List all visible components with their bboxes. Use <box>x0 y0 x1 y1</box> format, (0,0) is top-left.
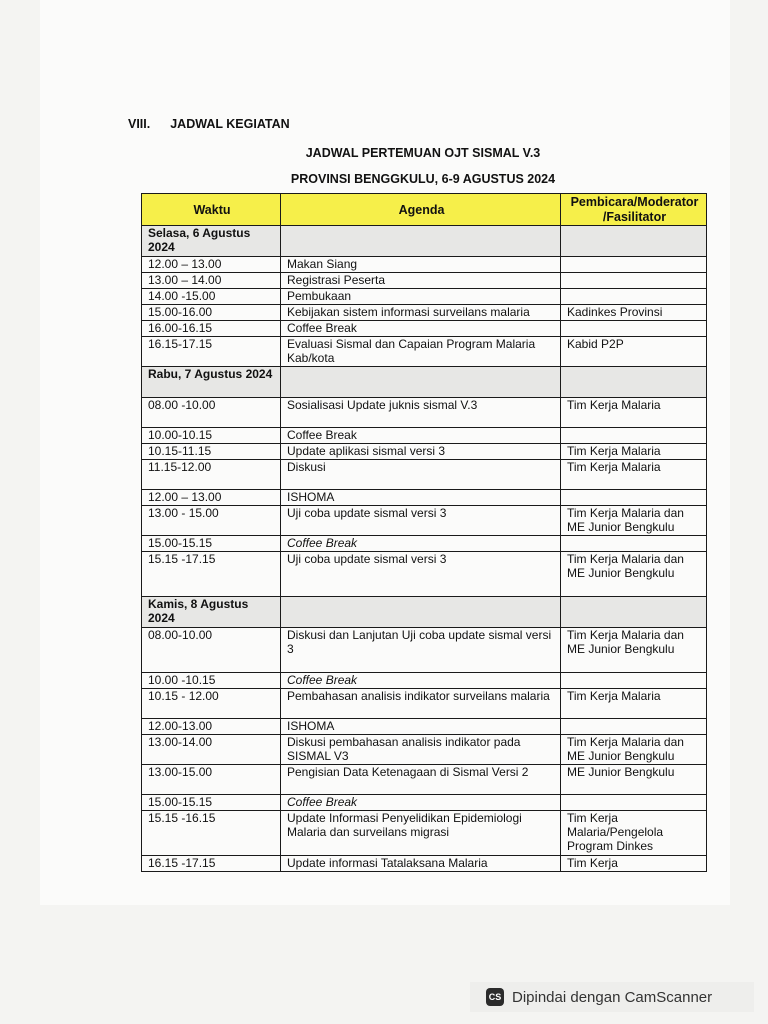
agenda-cell: Coffee Break <box>281 536 561 552</box>
pembicara-cell: Kabid P2P <box>561 337 707 367</box>
pembicara-cell: Tim Kerja Malaria dan ME Junior Bengkulu <box>561 506 707 536</box>
table-row <box>142 428 707 444</box>
waktu-cell: 15.00-15.15 <box>142 795 281 811</box>
waktu-cell: 16.15 -17.15 <box>142 856 281 872</box>
agenda-cell: Diskusi <box>281 460 561 490</box>
agenda-cell: Update Informasi Penyelidikan Epidemiologi Malaria dan surveilans migrasi <box>281 811 561 856</box>
pembicara-cell <box>561 428 707 444</box>
agenda-cell: Pembahasan analisis indikator surveilans malaria <box>281 689 561 719</box>
waktu-cell: 16.15-17.15 <box>142 337 281 367</box>
pembicara-cell: Tim Kerja Malaria dan ME Junior Bengkulu <box>561 735 707 765</box>
table-row <box>142 257 707 273</box>
table-row <box>142 490 707 506</box>
pembicara-cell <box>561 289 707 305</box>
table-row <box>142 460 707 490</box>
waktu-cell: 08.00-10.00 <box>142 628 281 673</box>
section-number: VIII. <box>128 117 151 131</box>
agenda-cell: Pengisian Data Ketenagaan di Sismal Versi 2 <box>281 765 561 795</box>
agenda-cell: Sosialisasi Update juknis sismal V.3 <box>281 398 561 428</box>
agenda-cell: ISHOMA <box>281 490 561 506</box>
schedule-subtitle: PROVINSI BENGGKULU, 6-9 AGUSTUS 2024 <box>290 172 556 186</box>
camscanner-icon: CS <box>486 988 504 1006</box>
waktu-cell: 13.00 - 15.00 <box>142 506 281 536</box>
agenda-cell: Coffee Break <box>281 428 561 444</box>
pembicara-cell: Tim Kerja Malaria <box>561 460 707 490</box>
pembicara-cell: ME Junior Bengkulu <box>561 765 707 795</box>
table-header-row <box>142 194 707 226</box>
waktu-cell: 16.00-16.15 <box>142 321 281 337</box>
pembicara-cell <box>561 536 707 552</box>
pembicara-cell <box>561 226 707 257</box>
table-row <box>142 506 707 536</box>
waktu-cell: 14.00 -15.00 <box>142 289 281 305</box>
schedule-table <box>141 193 707 872</box>
waktu-cell: 15.15 -16.15 <box>142 811 281 856</box>
day-header-row <box>142 226 707 257</box>
waktu-cell: 10.15 - 12.00 <box>142 689 281 719</box>
table-row <box>142 795 707 811</box>
agenda-cell: Evaluasi Sismal dan Capaian Program Malaria Kab/kota <box>281 337 561 367</box>
agenda-cell: Registrasi Peserta <box>281 273 561 289</box>
waktu-cell: 10.00-10.15 <box>142 428 281 444</box>
table-row <box>142 273 707 289</box>
table-row <box>142 289 707 305</box>
table-row <box>142 673 707 689</box>
pembicara-cell <box>561 367 707 398</box>
pembicara-cell: Tim Kerja Malaria <box>561 444 707 460</box>
table-row <box>142 444 707 460</box>
agenda-cell: Coffee Break <box>281 673 561 689</box>
pembicara-cell <box>561 257 707 273</box>
waktu-cell: 15.15 -17.15 <box>142 552 281 597</box>
pembicara-cell <box>561 321 707 337</box>
day-header-row <box>142 367 707 398</box>
table-row <box>142 398 707 428</box>
agenda-cell: Diskusi dan Lanjutan Uji coba update sismal versi 3 <box>281 628 561 673</box>
waktu-cell: Selasa, 6 Agustus 2024 <box>142 226 281 257</box>
pembicara-cell <box>561 490 707 506</box>
waktu-cell: 13.00-15.00 <box>142 765 281 795</box>
agenda-cell: Uji coba update sismal versi 3 <box>281 506 561 536</box>
header-agenda: Agenda <box>281 194 561 226</box>
table-row <box>142 552 707 597</box>
pembicara-cell: Tim Kerja Malaria dan ME Junior Bengkulu <box>561 552 707 597</box>
waktu-cell: 10.15-11.15 <box>142 444 281 460</box>
agenda-cell <box>281 367 561 398</box>
agenda-cell: Coffee Break <box>281 321 561 337</box>
waktu-cell: Kamis, 8 Agustus 2024 <box>142 597 281 628</box>
agenda-cell: Coffee Break <box>281 795 561 811</box>
section-title: JADWAL KEGIATAN <box>170 117 290 131</box>
agenda-cell: Diskusi pembahasan analisis indikator pada SISMAL V3 <box>281 735 561 765</box>
table-row <box>142 811 707 856</box>
table-row <box>142 628 707 673</box>
agenda-cell: Uji coba update sismal versi 3 <box>281 552 561 597</box>
agenda-cell: Update informasi Tatalaksana Malaria <box>281 856 561 872</box>
waktu-cell: 08.00 -10.00 <box>142 398 281 428</box>
waktu-cell: 12.00-13.00 <box>142 719 281 735</box>
pembicara-cell: Tim Kerja <box>561 856 707 872</box>
table-row <box>142 337 707 367</box>
pembicara-cell: Tim Kerja Malaria/Pengelola Program Dinkes <box>561 811 707 856</box>
pembicara-cell: Tim Kerja Malaria dan ME Junior Bengkulu <box>561 628 707 673</box>
waktu-cell: 12.00 – 13.00 <box>142 257 281 273</box>
section-heading <box>128 117 290 131</box>
waktu-cell: 13.00 – 14.00 <box>142 273 281 289</box>
agenda-cell: Pembukaan <box>281 289 561 305</box>
table-row <box>142 856 707 872</box>
table-row <box>142 689 707 719</box>
agenda-cell: Makan Siang <box>281 257 561 273</box>
day-header-row <box>142 597 707 628</box>
table-body <box>142 226 707 872</box>
agenda-cell <box>281 226 561 257</box>
waktu-cell: 15.00-15.15 <box>142 536 281 552</box>
header-pembicara: Pembicara/Moderator /Fasilitator <box>561 194 707 226</box>
pembicara-cell: Tim Kerja Malaria <box>561 398 707 428</box>
pembicara-cell <box>561 273 707 289</box>
pembicara-cell: Kadinkes Provinsi <box>561 305 707 321</box>
waktu-cell: 15.00-16.00 <box>142 305 281 321</box>
table-row <box>142 536 707 552</box>
waktu-cell: 12.00 – 13.00 <box>142 490 281 506</box>
header-waktu: Waktu <box>142 194 281 226</box>
agenda-cell: Update aplikasi sismal versi 3 <box>281 444 561 460</box>
agenda-cell: Kebijakan sistem informasi surveilans malaria <box>281 305 561 321</box>
waktu-cell: 13.00-14.00 <box>142 735 281 765</box>
pembicara-cell <box>561 719 707 735</box>
table-row <box>142 321 707 337</box>
waktu-cell: Rabu, 7 Agustus 2024 <box>142 367 281 398</box>
waktu-cell: 11.15-12.00 <box>142 460 281 490</box>
pembicara-cell <box>561 795 707 811</box>
camscanner-watermark <box>470 982 754 1012</box>
table-row <box>142 735 707 765</box>
waktu-cell: 10.00 -10.15 <box>142 673 281 689</box>
agenda-cell: ISHOMA <box>281 719 561 735</box>
camscanner-label: Dipindai dengan CamScanner <box>512 988 713 1006</box>
pembicara-cell: Tim Kerja Malaria <box>561 689 707 719</box>
agenda-cell <box>281 597 561 628</box>
schedule-title: JADWAL PERTEMUAN OJT SISMAL V.3 <box>305 146 541 160</box>
table-row <box>142 719 707 735</box>
pembicara-cell <box>561 597 707 628</box>
table-row <box>142 765 707 795</box>
table-row <box>142 305 707 321</box>
pembicara-cell <box>561 673 707 689</box>
